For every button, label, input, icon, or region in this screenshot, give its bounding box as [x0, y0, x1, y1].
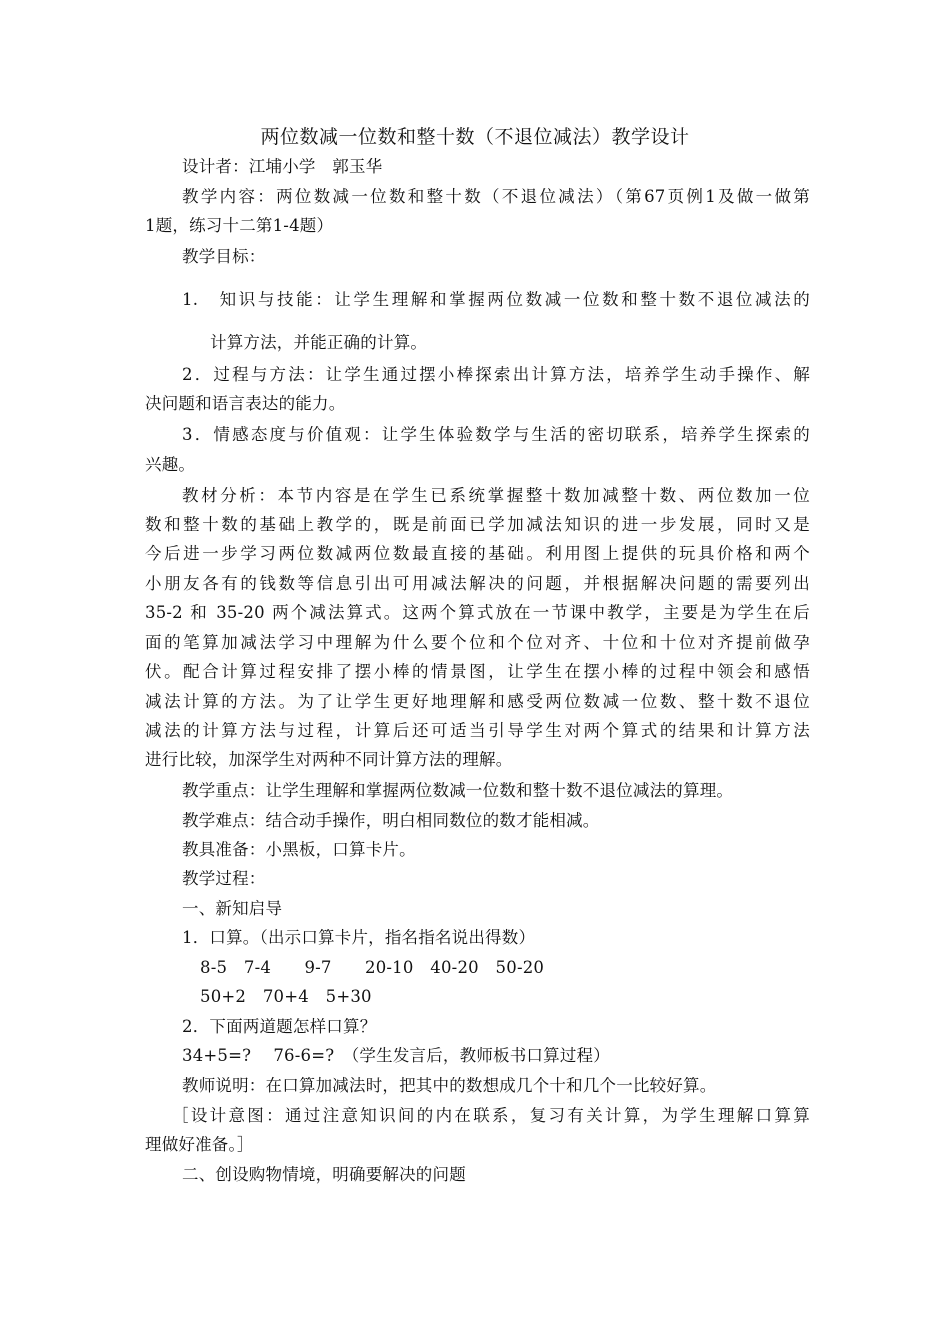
content-line-1: 教学内容：两位数减一位数和整十数（不退位减法）（第67页例1及做一做第 — [182, 187, 810, 206]
item-2-line: 2．下面两道题怎样口算？ — [182, 1017, 377, 1036]
calc-row-2: 50+2 70+4 5+30 — [200, 987, 372, 1006]
goal-2-line-1: 2．过程与方法：让学生通过摆小棒探索出计算方法，培养学生动手操作、解 — [182, 365, 810, 384]
designer-line: 设计者：江埔小学 郭玉华 — [182, 157, 383, 176]
process-label: 教学过程： — [182, 869, 266, 888]
key-point-line: 教学重点：让学生理解和掌握两位数减一位数和整十数不退位减法的算理。 — [182, 781, 734, 800]
goal-1-line-2: 计算方法，并能正确的计算。 — [210, 333, 428, 352]
design-intent-line-1: ［设计意图：通过注意知识间的内在联系，复习有关计算，为学生理解口算算 — [172, 1106, 810, 1125]
analysis-line: 数和整十数的基础上教学的，既是前面已学加减法知识的进一步发展，同时又是 — [145, 515, 810, 534]
section-1-heading: 一、新知启导 — [182, 899, 283, 918]
analysis-line: 面的笔算加减法学习中理解为什么要个位和个位对齐、十位和十位对齐提前做孕 — [145, 633, 810, 652]
analysis-line: 伏。配合计算过程安排了摆小棒的情景图，让学生在摆小棒的过程中领会和感悟 — [145, 662, 810, 681]
analysis-line: 35-2 和 35-20 两个减法算式。这两个算式放在一节课中教学，主要是为学生在后 — [145, 603, 810, 622]
document-title: 两位数减一位数和整十数（不退位减法）教学设计 — [260, 126, 690, 148]
goal-3-line-2: 兴趣。 — [145, 455, 196, 474]
goal-1-line-1: 1. 知识与技能：让学生理解和掌握两位数减一位数和整十数不退位减法的 — [182, 290, 810, 309]
analysis-line: 进行比较，加深学生对两种不同计算方法的理解。 — [145, 750, 513, 769]
section-2-heading: 二、创设购物情境，明确要解决的问题 — [182, 1165, 466, 1184]
analysis-line: 今后进一步学习两位数减两位数最直接的基础。利用图上提供的玩具价格和两个 — [145, 544, 810, 563]
tools-line: 教具准备：小黑板，口算卡片。 — [182, 840, 416, 859]
item-1-line: 1．口算。（出示口算卡片，指名指名说出得数） — [182, 928, 536, 947]
analysis-line: 减法的计算方法与过程，计算后还可适当引导学生对两个算式的结果和计算方法 — [145, 721, 810, 740]
content-line-2: 1题，练习十二第1-4题） — [145, 216, 334, 235]
teacher-note-line: 教师说明：在口算加减法时，把其中的数想成几个十和几个一比较好算。 — [182, 1076, 717, 1095]
difficulty-line: 教学难点：结合动手操作，明白相同数位的数才能相减。 — [182, 811, 600, 830]
analysis-line: 小朋友各有的钱数等信息引出可用减法解决的问题，并根据解决问题的需要列出 — [145, 574, 810, 593]
design-intent-line-2: 理做好准备。］ — [145, 1135, 254, 1154]
calc-row-1: 8-5 7-4 9-7 20-10 40-20 50-20 — [200, 958, 545, 977]
goal-2-line-2: 决问题和语言表达的能力。 — [145, 394, 346, 413]
goal-3-line-1: 3．情感态度与价值观：让学生体验数学与生活的密切联系，培养学生探索的 — [182, 425, 810, 444]
goals-label: 教学目标： — [182, 247, 266, 266]
analysis-line: 减法计算的方法。为了让学生更好地理解和感受两位数减一位数、整十数不退位 — [145, 692, 810, 711]
calc-row-3: 34+5=? 76-6=? （学生发言后，教师板书口算过程） — [182, 1046, 610, 1065]
analysis-line: 教材分析：本节内容是在学生已系统掌握整十数加减整十数、两位数加一位 — [182, 486, 810, 505]
